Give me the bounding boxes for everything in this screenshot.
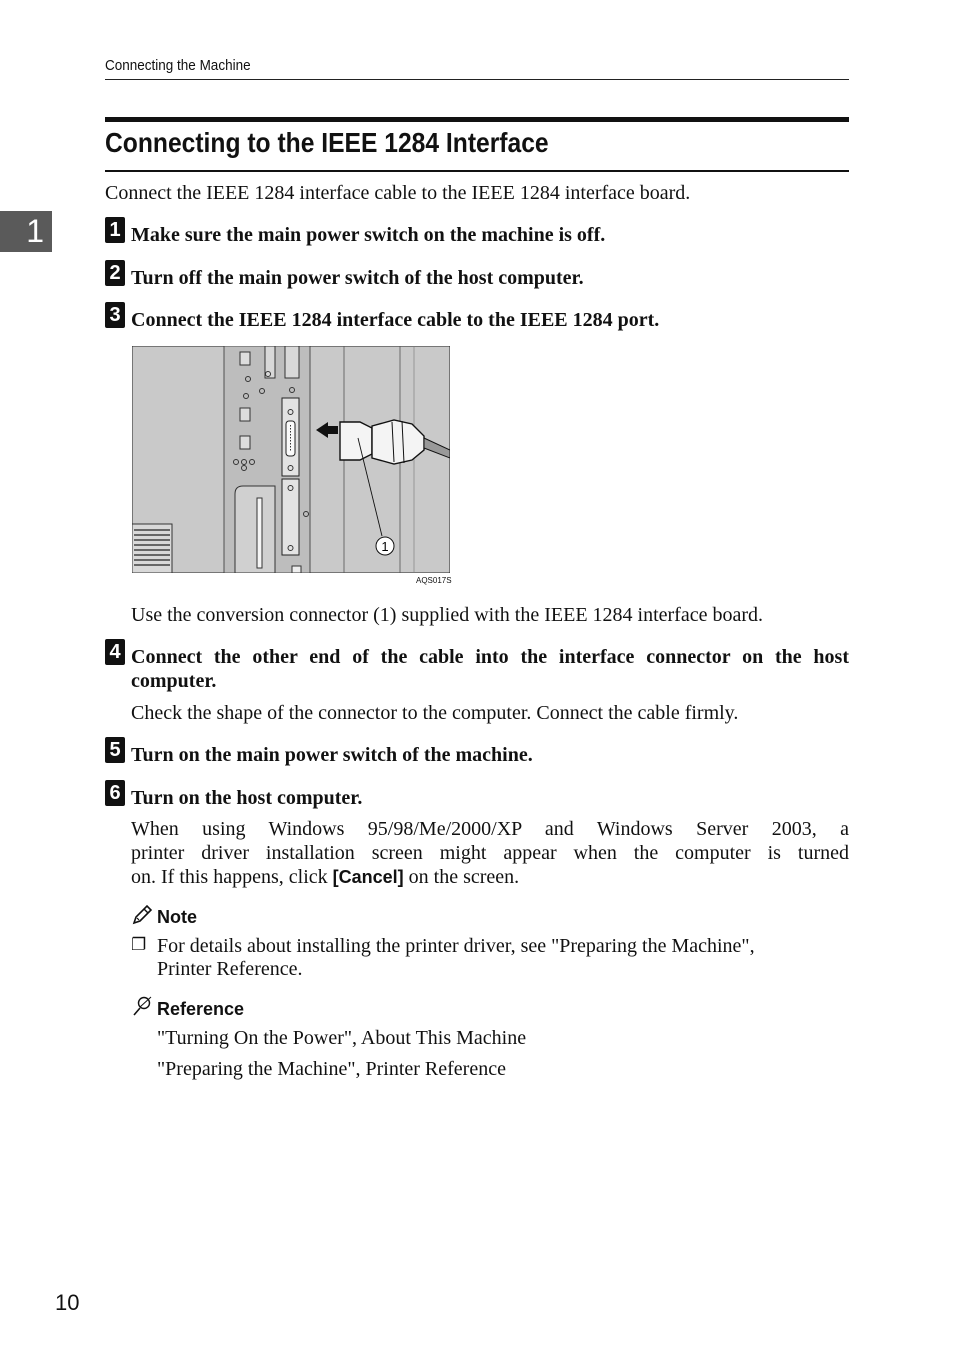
page-number: 10: [55, 1290, 80, 1315]
note-line2: Printer Reference.: [157, 958, 303, 980]
step-6-note-line2: printer driver installation screen might appear when the computer is turned: [131, 842, 849, 864]
note-heading: Note: [157, 907, 197, 927]
step-4-text-line1: Connect the other end of the cable into the interface connector on the host: [131, 646, 849, 668]
step-number-6: 6: [105, 780, 125, 806]
section-title: Connecting to the IEEE 1284 Interface: [105, 127, 549, 158]
header-rule: [105, 79, 849, 80]
step-number-2: 2: [105, 260, 125, 286]
step-3-note: Use the conversion connector (1) supplied with the IEEE 1284 interface board.: [131, 604, 764, 626]
step-number-1: 1: [105, 217, 125, 243]
running-header: Connecting the Machine: [105, 57, 251, 74]
reference-icon: [131, 995, 155, 1017]
step-number-5: 5: [105, 737, 125, 763]
step-6-note-line3-pre: on. If this happens, click: [131, 866, 333, 888]
section-intro: Connect the IEEE 1284 interface cable to the IEEE 1284 interface board.: [105, 182, 691, 204]
step-4-note: Check the shape of the connector to the computer. Connect the cable firmly.: [131, 702, 739, 724]
note-line1: For details about installing the printer driver, see "Preparing the Machine",: [157, 935, 755, 957]
reference-item-1: "Turning On the Power", About This Machine: [157, 1027, 527, 1049]
step-6-note-line3: [131, 865, 519, 889]
step-4-text-line2: computer.: [131, 670, 217, 692]
title-rule-bottom: [105, 170, 849, 172]
ieee1284-port-illustration: [132, 346, 450, 573]
figure-callout: 1: [381, 539, 389, 554]
figure-code: AQS017S: [416, 576, 452, 585]
step-number-3: 3: [105, 302, 125, 328]
step-2-text: Turn off the main power switch of the host computer.: [131, 267, 584, 289]
step-6-text: Turn on the host computer.: [131, 787, 363, 809]
step-3-text: Connect the IEEE 1284 interface cable to the IEEE 1284 port.: [131, 309, 660, 331]
step-number-4: 4: [105, 639, 125, 665]
step-1-text: Make sure the main power switch on the machine is off.: [131, 224, 606, 246]
cancel-ui-label: [Cancel]: [332, 867, 404, 887]
reference-item-2: "Preparing the Machine", Printer Reference: [157, 1058, 506, 1080]
note-bullet: ❐: [131, 935, 147, 954]
step-5-text: Turn on the main power switch of the machine.: [131, 744, 533, 766]
title-rule-top: [105, 117, 849, 122]
pencil-icon: [131, 904, 153, 926]
step-6-note-line1: When using Windows 95/98/Me/2000/XP and Windows Server 2003, a: [131, 818, 849, 840]
chapter-number: 1: [26, 213, 44, 249]
reference-heading: Reference: [157, 999, 245, 1019]
chapter-tab: [0, 211, 52, 252]
step-6-note-line3-post: on the screen.: [403, 866, 520, 888]
